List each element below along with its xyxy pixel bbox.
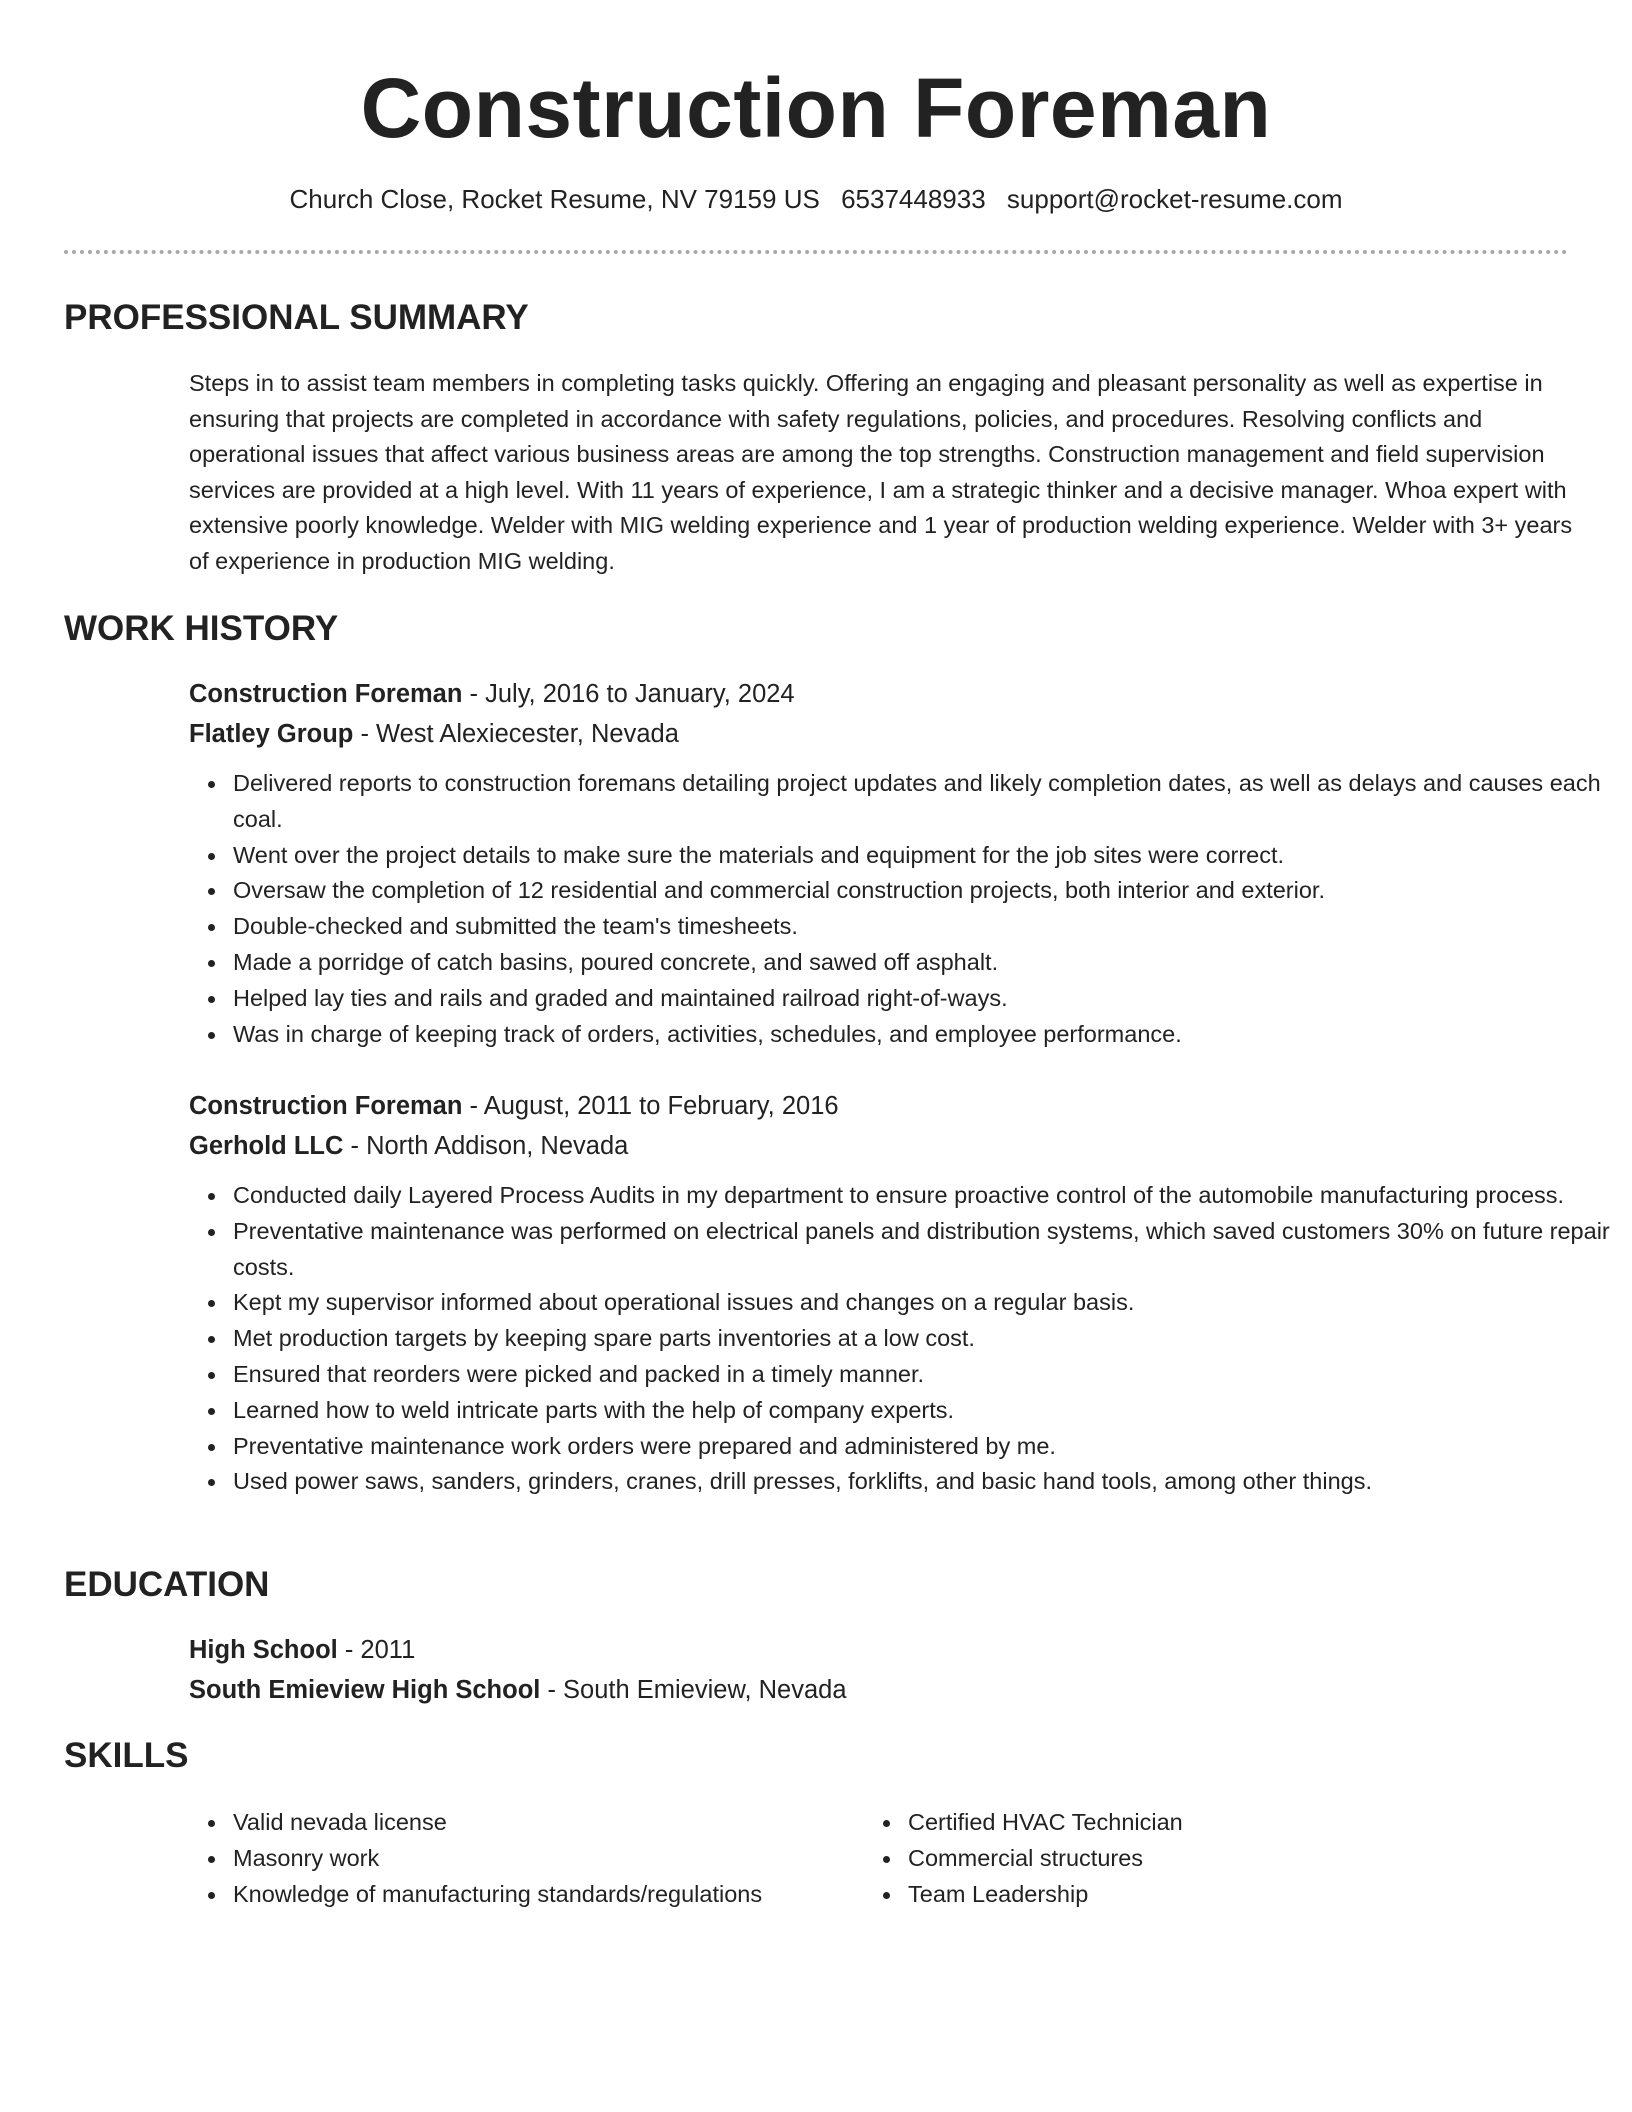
list-item: Double-checked and submitted the team's timesheets. (233, 909, 1618, 945)
contact-email: support@rocket-resume.com (1006, 184, 1343, 214)
contact-address: Church Close, Rocket Resume, NV 79159 US (289, 184, 820, 214)
skill-item: Masonry work (233, 1841, 863, 1877)
job-1-company-line (189, 717, 679, 751)
candidate-name: Construction Foreman (360, 61, 1272, 155)
job-1-title-line (189, 677, 795, 711)
list-item: Preventative maintenance work orders were prepared and administered by me. (233, 1429, 1618, 1465)
skills-left-column (189, 1805, 863, 1912)
education-degree: High School (189, 1636, 338, 1664)
job-2-company: Gerhold LLC (189, 1132, 344, 1160)
job-2-title-line (189, 1089, 839, 1123)
list-item: Learned how to weld intricate parts with the help of company experts. (233, 1393, 1618, 1429)
section-title-work-history: WORK HISTORY (64, 609, 339, 648)
header-divider (64, 250, 1568, 254)
skill-item: Certified HVAC Technician (908, 1805, 1508, 1841)
section-title-summary: PROFESSIONAL SUMMARY (64, 298, 529, 337)
section-title-education: EDUCATION (64, 1565, 270, 1604)
job-2-bullets (189, 1178, 1618, 1500)
education-school: South Emieview High School (189, 1676, 541, 1704)
job-2-dates: - August, 2011 to February, 2016 (462, 1092, 839, 1120)
job-2-location: - North Addison, Nevada (343, 1132, 629, 1160)
summary-text: Steps in to assist team members in completing tasks quickly. Offering an engaging and pleasant personality as well as expertise in ensuring that projects are completed in accordance with safety regulations, policies, and procedures. Resolving conflicts and operational issues that affect various business areas are among the top strengths. Construction management and field supervision services are provided at a high level. With 11 years of experience, I am a strategic thinker and a decisive manager. Whoa expert with extensive poorly knowledge. Welder with MIG welding experience and 1 year of production welding experience. Welder with 3+ years of experience in production MIG welding. (189, 370, 1573, 574)
job-1-bullets (189, 766, 1618, 1052)
resume-page (64, 0, 1610, 1907)
skills-right-column (864, 1805, 1508, 1912)
list-item: Kept my supervisor informed about operational issues and changes on a regular basis. (233, 1285, 1618, 1321)
list-item: Met production targets by keeping spare parts inventories at a low cost. (233, 1321, 1618, 1357)
job-2-role: Construction Foreman (189, 1092, 463, 1120)
list-item: Delivered reports to construction foremans detailing project updates and likely completion dates, as well as delays and causes each coal. (233, 766, 1618, 838)
list-item: Made a porridge of catch basins, poured concrete, and sawed off asphalt. (233, 945, 1618, 981)
job-2-company-line (189, 1129, 628, 1163)
list-item: Helped lay ties and rails and graded and maintained railroad right-of-ways. (233, 981, 1618, 1017)
list-item: Oversaw the completion of 12 residential and commercial construction projects, both interior and exterior. (233, 873, 1618, 909)
education-location: - South Emieview, Nevada (540, 1676, 847, 1704)
list-item: Preventative maintenance was performed on electrical panels and distribution systems, which saved customers 30% on future repair costs. (233, 1214, 1618, 1286)
skill-item: Valid nevada license (233, 1805, 863, 1841)
list-item: Conducted daily Layered Process Audits in my department to ensure proactive control of the automobile manufacturing process. (233, 1178, 1618, 1214)
job-1-role: Construction Foreman (189, 680, 463, 708)
contact-line (64, 182, 1568, 216)
job-1-location: - West Alexiecester, Nevada (353, 720, 679, 748)
list-item: Ensured that reorders were picked and packed in a timely manner. (233, 1357, 1618, 1393)
contact-phone: 6537448933 (841, 184, 986, 214)
skill-item: Knowledge of manufacturing standards/regulations (233, 1877, 863, 1913)
section-title-skills: SKILLS (64, 1736, 189, 1775)
list-item: Used power saws, sanders, grinders, cranes, drill presses, forklifts, and basic hand tools, among other things. (233, 1464, 1618, 1500)
education-year: - 2011 (337, 1636, 416, 1664)
job-1-dates: - July, 2016 to January, 2024 (462, 680, 795, 708)
list-item: Went over the project details to make sure the materials and equipment for the job sites were correct. (233, 838, 1618, 874)
skill-item: Commercial structures (908, 1841, 1508, 1877)
education-school-line (189, 1673, 847, 1707)
skill-item: Team Leadership (908, 1877, 1508, 1913)
job-1-company: Flatley Group (189, 720, 354, 748)
list-item: Was in charge of keeping track of orders, activities, schedules, and employee performance. (233, 1017, 1618, 1053)
education-degree-line (189, 1633, 415, 1667)
